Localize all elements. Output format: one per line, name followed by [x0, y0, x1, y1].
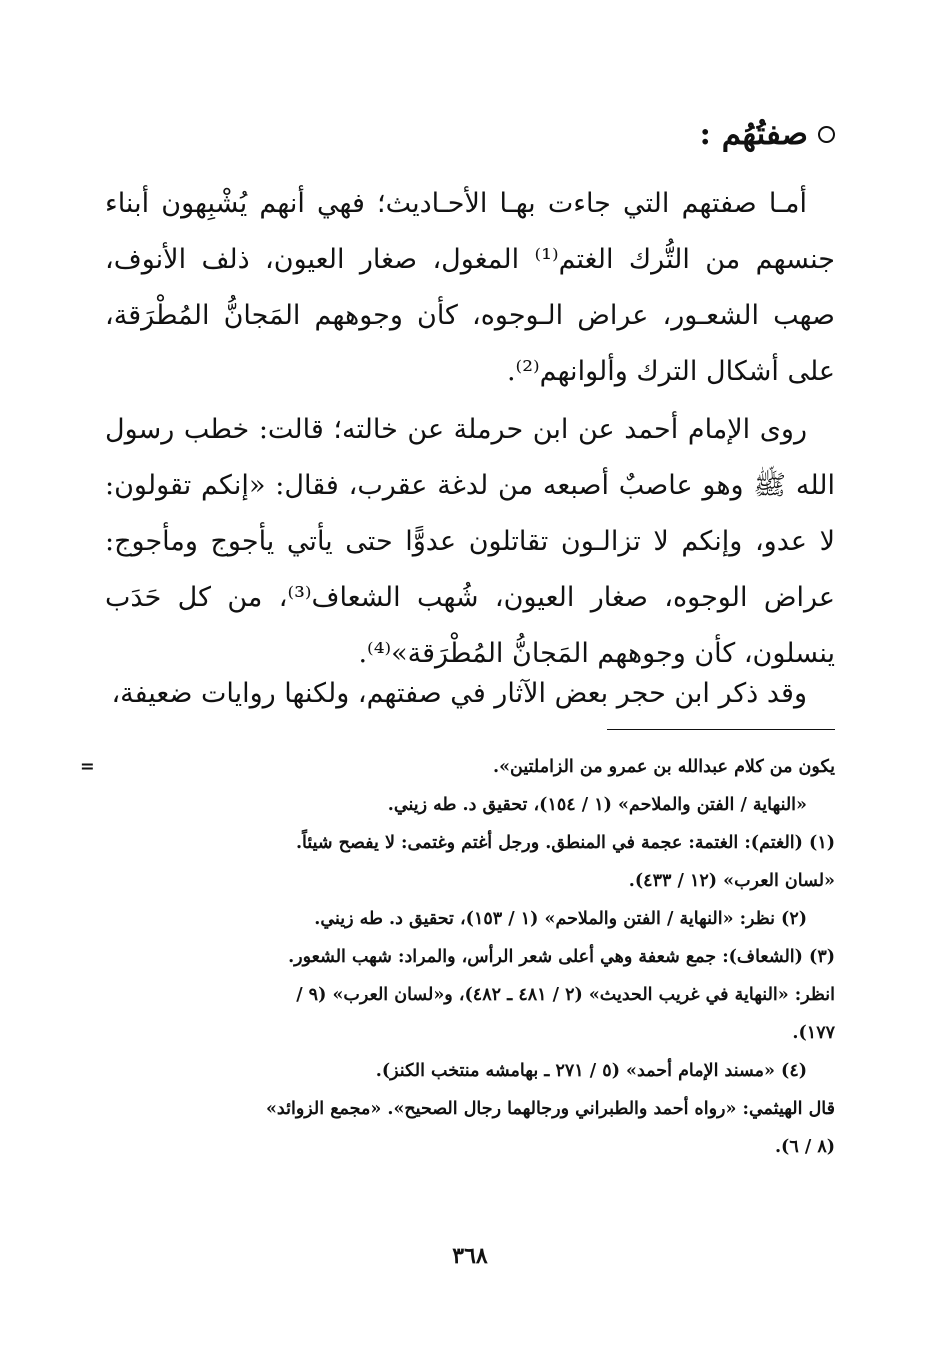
footnote-line: «النهاية / الفتن والملاحم» (١ / ١٥٤)، تحقيق د. طه زيني. — [387, 795, 807, 815]
paragraph-1 — [105, 176, 835, 400]
footnotes — [80, 748, 835, 1166]
section-heading — [699, 112, 835, 156]
footnote-line — [80, 748, 835, 786]
footnote-divider — [607, 729, 835, 730]
footnote-4: (٤) «مسند الإمام أحمد» (٥ / ٢٧١ ـ بهامشه منتخب الكنز). — [375, 1061, 807, 1081]
page-number: ٣٦٨ — [452, 1243, 488, 1269]
footnote-3: (٣) (الشعاف): جمع شعفة وهي أعلى شعر الرأس، والمراد: شهب الشعور. — [288, 947, 835, 967]
paragraph-3 — [105, 666, 835, 722]
footnote-line: انظر: «النهاية في غريب الحديث» (٢ / ٤٨١ ـ ٤٨٢)، و«لسان العرب» (٩ / — [296, 985, 835, 1005]
footnote-text: يكون من كلام عبدالله بن عمرو من الزاملتين». — [492, 757, 835, 777]
footnote-2: (٢) نظر: «النهاية / الفتن والملاحم» (١ / ١٥٣)، تحقيق د. طه زيني. — [314, 909, 807, 929]
section-heading-text: صفتُهُم : — [699, 116, 808, 152]
footnote-1: (١) (الغتم): الغتمة: عجمة في المنطق. ورجل أغتم وغتمى: لا يفصح شيئاً. — [295, 833, 835, 853]
paragraph-1-text: أمـا صفتهم التي جاءت بهـا الأحـاديث؛ فهي أنهم يُشْبِهون أبناء جنسهم من التُّرك الغتم⁽¹⁾ المغول، صغار العيون، ذلف الأنوف، صهب الشعـور، عراض الـوجوه، كأن وجوههم المَجانُّ المُطْرَقة، على أشكال الترك وألوانهم⁽²⁾. — [105, 188, 835, 387]
circle-bullet-icon — [818, 126, 835, 143]
paragraph-2-text: روى الإمام أحمد عن ابن حرملة عن خالته؛ قالت: خطب رسول الله ﷺ وهو عاصبٌ أصبعه من لدغة عقرب، فقال: «إنكم تقولون: لا عدو، وإنكم لا تزالـون تقاتلون عدوًّا حتى يأتي يأجوج ومأجوج: عراض الوجوه، صغار العيون، شُهب الشعاف⁽³⁾، من كل حَدَب ينسلون، كأن وجوههم المَجانُّ المُطْرَقة»⁽⁴⁾. — [105, 414, 836, 669]
continuation-mark: = — [80, 757, 95, 777]
footnote-line: قال الهيثمي: «رواه أحمد والطبراني ورجالهما رجال الصحيح». «مجمع الزوائد» — [265, 1099, 835, 1119]
footnote-line: (٨ / ٦). — [774, 1137, 835, 1157]
paragraph-3-text: وقد ذكر ابن حجر بعض الآثار في صفتهم، ولكنها روايات ضعيفة، — [111, 678, 807, 709]
footnote-line: «لسان العرب» (١٢ / ٤٣٣). — [628, 871, 835, 891]
paragraph-2 — [105, 402, 835, 682]
footnote-line: ١٧٧). — [792, 1023, 835, 1043]
